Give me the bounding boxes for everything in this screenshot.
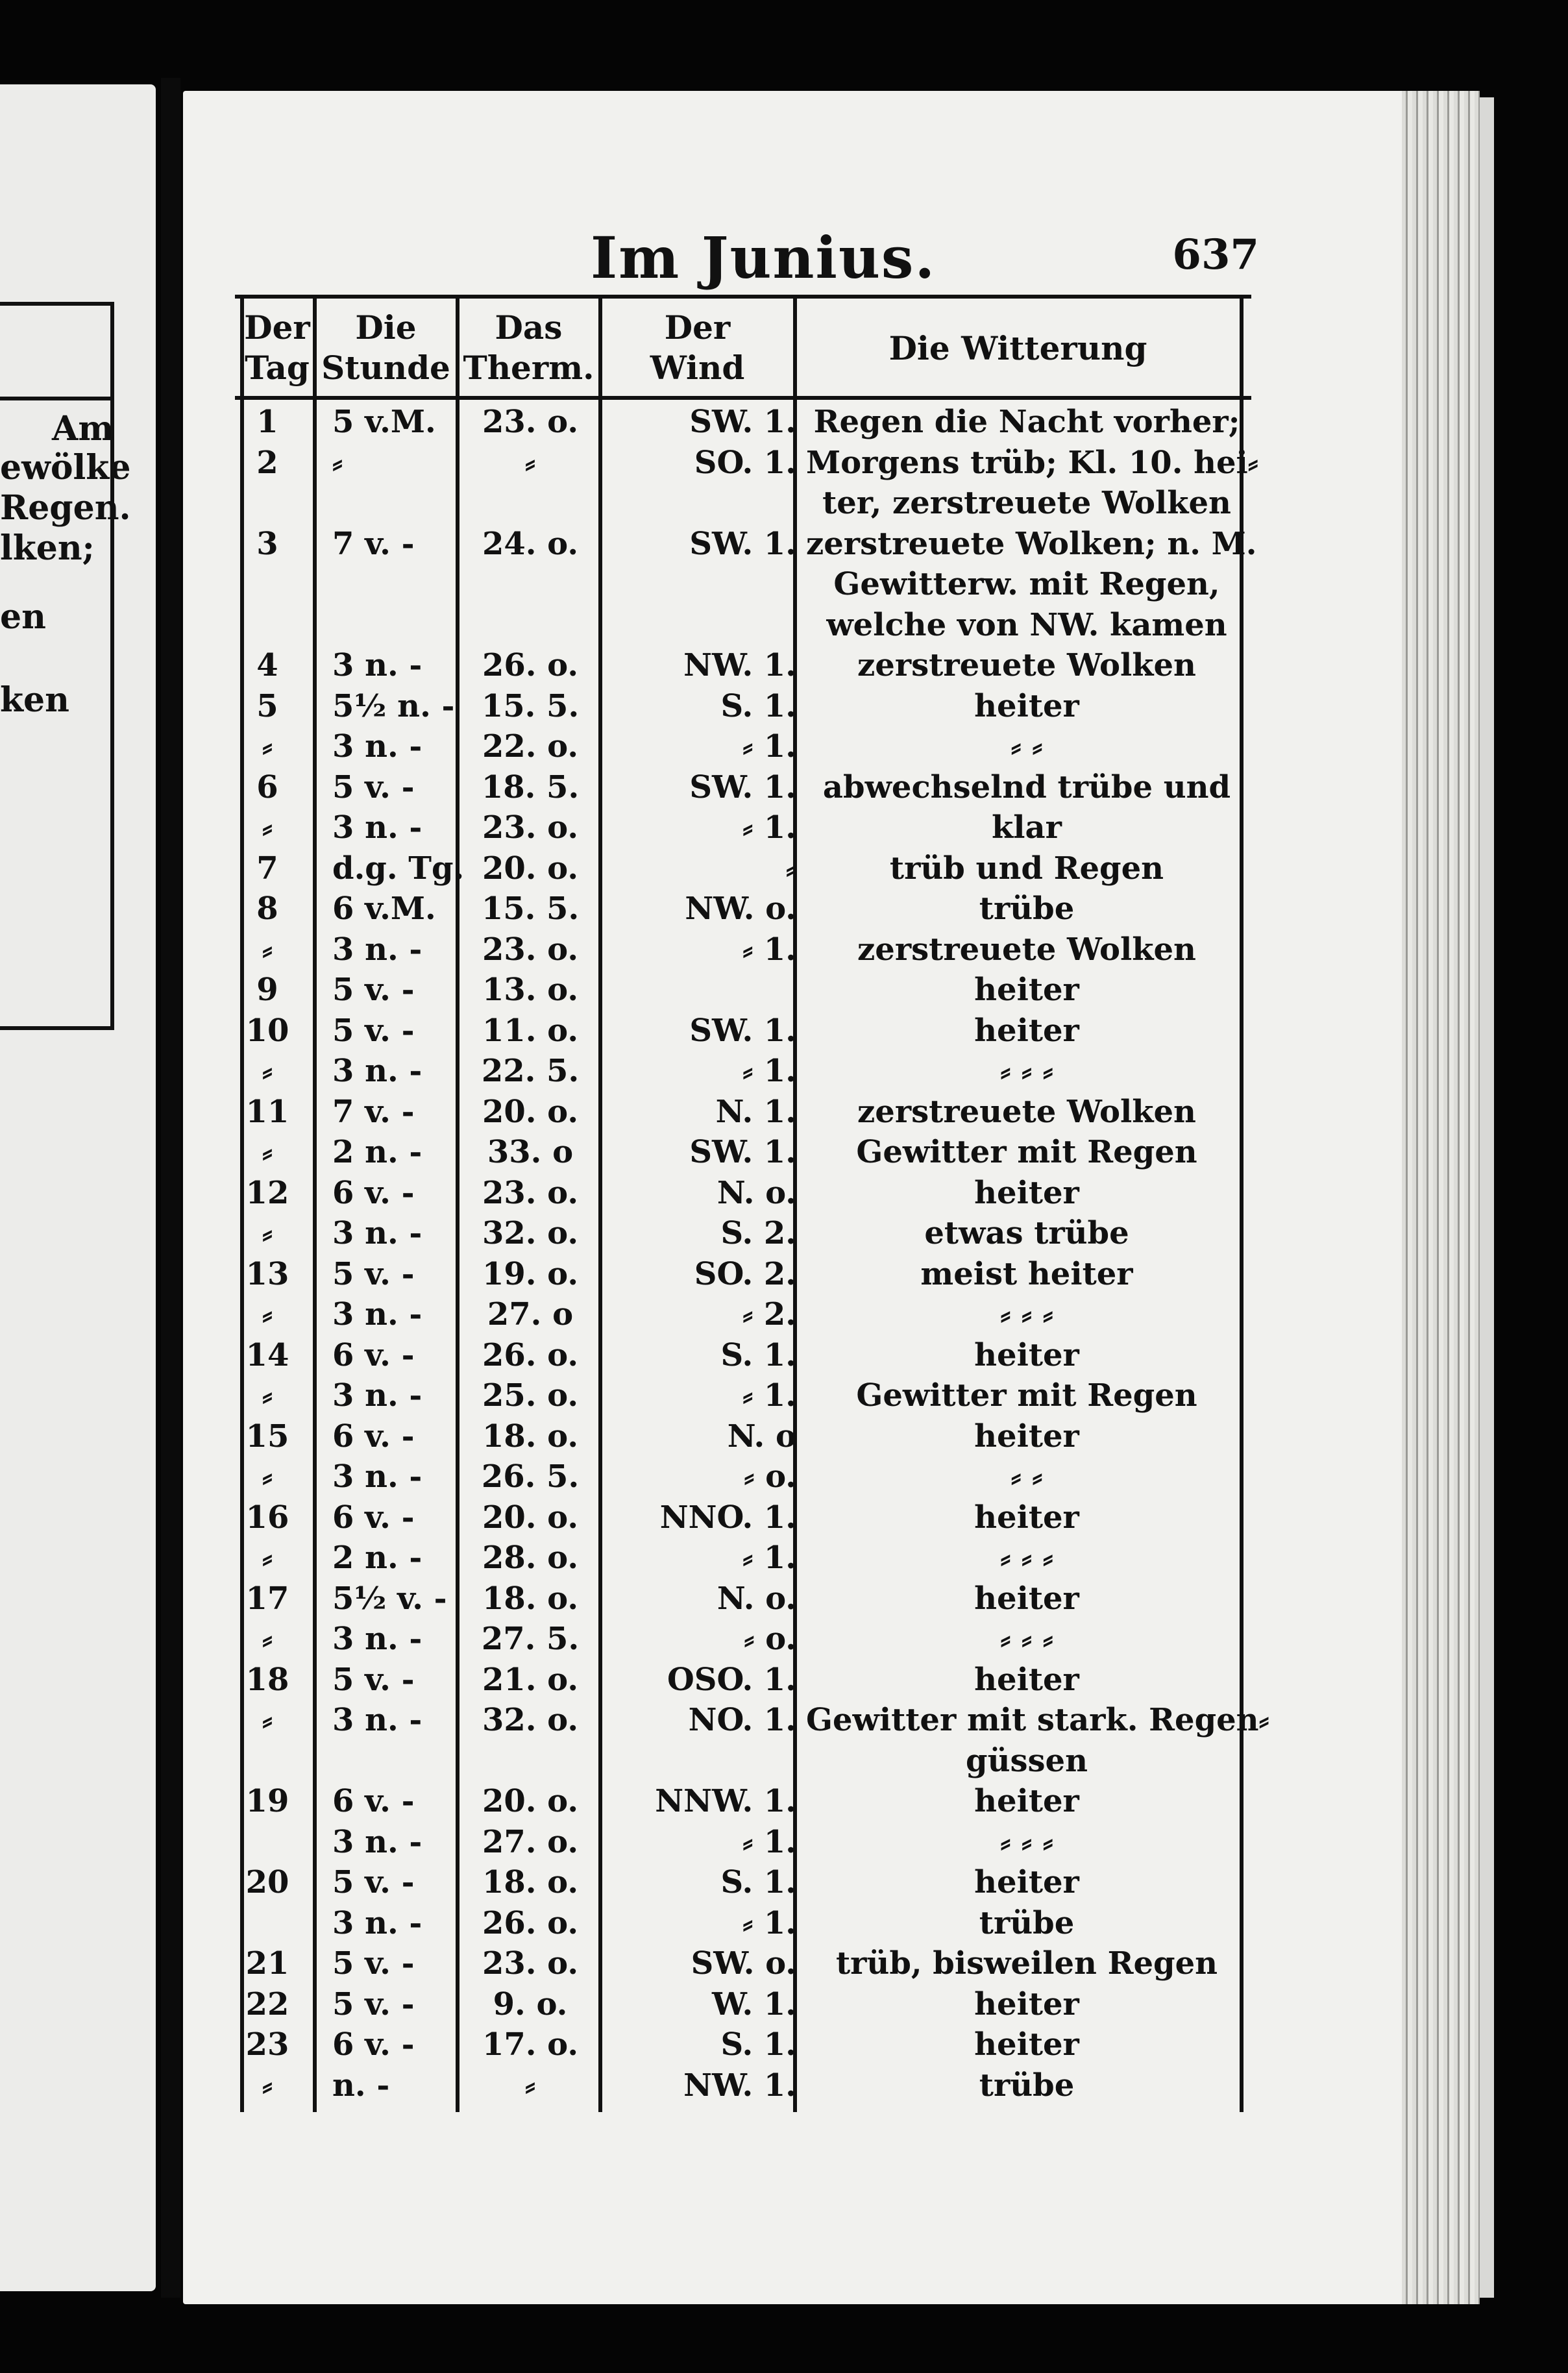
cell-tag: 15 xyxy=(245,1418,289,1455)
cell-therm: 21. o. xyxy=(482,1661,579,1698)
table-row xyxy=(235,1416,1251,1457)
table-row xyxy=(235,524,1257,564)
cell-stunde: 3 n. - xyxy=(332,1621,423,1657)
cell-wind: ⸗ 1. xyxy=(742,809,796,846)
header-tag: Der Tag xyxy=(244,308,310,387)
cell-wind: NNO. 1. xyxy=(659,1499,796,1536)
cell-witterung: heiter xyxy=(974,1418,1079,1455)
cell-therm: 26. o. xyxy=(482,1336,579,1373)
table-row xyxy=(235,1254,1251,1294)
cell-wind: N. o xyxy=(727,1418,796,1455)
table-row xyxy=(235,686,1251,726)
cell-wind: SW. 1. xyxy=(689,1012,796,1049)
cell-witterung: ⸗ ⸗ ⸗ xyxy=(1000,1053,1053,1089)
table-row xyxy=(235,1822,1251,1862)
cell-therm: 27. o. xyxy=(482,1823,579,1860)
table-row xyxy=(235,605,1251,645)
page-edge-outer xyxy=(1480,97,1494,2298)
table-row xyxy=(235,1335,1251,1375)
cell-witterung: trübe xyxy=(979,1904,1075,1941)
cell-witterung: ⸗ ⸗ ⸗ xyxy=(1000,1621,1053,1657)
table-row xyxy=(235,970,1251,1010)
left-fragment: en xyxy=(0,597,46,637)
cell-witterung: Gewitterw. mit Regen, xyxy=(833,566,1220,602)
left-fragment: ken xyxy=(0,680,69,720)
cell-wind: SO. 1. xyxy=(694,444,796,481)
cell-witterung: heiter xyxy=(974,1580,1079,1617)
cell-witterung: Morgens trüb; Kl. 10. hei⸗ xyxy=(806,444,1258,481)
cell-therm: ⸗ xyxy=(525,2067,535,2104)
cell-stunde: 5 v. - xyxy=(332,1661,415,1698)
cell-tag: 20 xyxy=(245,1864,289,1900)
table-row xyxy=(235,483,1251,523)
cell-stunde: 3 n. - xyxy=(332,1904,423,1941)
cell-witterung: heiter xyxy=(974,972,1079,1008)
cell-witterung: güssen xyxy=(966,1742,1088,1779)
page-edges xyxy=(1402,91,1480,2304)
cell-tag: 22 xyxy=(245,1986,289,2023)
header-stunde: Die Stunde xyxy=(321,308,450,387)
table-row xyxy=(235,1862,1251,1902)
cell-therm: 18. o. xyxy=(482,1418,579,1455)
cell-stunde: 2 n. - xyxy=(332,1540,423,1576)
cell-witterung: Gewitter mit stark. Regen⸗ xyxy=(806,1702,1269,1738)
cell-stunde: n. - xyxy=(332,2067,390,2104)
cell-witterung: heiter xyxy=(974,1012,1079,1049)
cell-therm: 24. o. xyxy=(482,525,579,562)
cell-wind: SO. 2. xyxy=(694,1255,796,1292)
cell-therm: 28. o. xyxy=(482,1540,579,1576)
left-fragment: Am xyxy=(52,409,114,449)
cell-tag: ⸗ xyxy=(262,1540,273,1576)
cell-witterung: heiter xyxy=(974,1661,1079,1698)
cell-stunde: 2 n. - xyxy=(332,1134,423,1170)
weather-table xyxy=(235,295,1269,2112)
cell-stunde: ⸗ xyxy=(332,444,343,481)
cell-tag: 19 xyxy=(245,1783,289,1819)
table-row xyxy=(235,1579,1251,1619)
cell-tag: 8 xyxy=(256,891,278,927)
cell-witterung: heiter xyxy=(974,1174,1079,1211)
cell-therm: 23. o. xyxy=(482,404,579,440)
cell-therm: 32. o. xyxy=(482,1215,579,1251)
cell-stunde: 3 n. - xyxy=(332,1377,423,1414)
cell-wind: S. 1. xyxy=(720,687,796,724)
cell-therm: 9. o. xyxy=(493,1986,568,2023)
table-row xyxy=(235,767,1251,807)
cell-wind: ⸗ xyxy=(786,850,796,887)
cell-therm: 18. o. xyxy=(482,1864,579,1900)
cell-witterung: heiter xyxy=(974,2026,1079,2063)
cell-stunde: 3 n. - xyxy=(332,931,423,968)
table-row xyxy=(235,564,1251,604)
cell-wind: N. 1. xyxy=(715,1093,796,1130)
cell-tag: 6 xyxy=(256,768,278,805)
cell-witterung: ⸗ ⸗ ⸗ xyxy=(1000,1296,1053,1333)
cell-witterung: zerstreuete Wolken; n. M. xyxy=(806,525,1257,562)
table-row xyxy=(235,1294,1251,1334)
cell-stunde: 5 v. - xyxy=(332,972,415,1008)
cell-wind: SW. 1. xyxy=(689,404,796,440)
cell-tag: ⸗ xyxy=(262,1215,273,1251)
cell-therm: 27. 5. xyxy=(481,1621,580,1657)
cell-therm: 15. 5. xyxy=(481,687,580,724)
cell-wind: S. 2. xyxy=(720,1215,796,1251)
cell-tag: ⸗ xyxy=(262,931,273,968)
table-row xyxy=(235,1903,1251,1943)
cell-stunde: 7 v. - xyxy=(332,525,415,562)
cell-stunde: 6 v. - xyxy=(332,1499,415,1536)
table-row xyxy=(235,1943,1251,1984)
cell-tag: 21 xyxy=(245,1945,289,1982)
cell-witterung: Gewitter mit Regen xyxy=(856,1377,1197,1414)
table-row xyxy=(235,1741,1251,1781)
cell-tag: 12 xyxy=(245,1174,289,1211)
cell-tag: ⸗ xyxy=(262,1377,273,1414)
table-row xyxy=(235,1984,1251,2024)
cell-wind: ⸗ 1. xyxy=(742,728,796,765)
cell-tag: ⸗ xyxy=(262,809,273,846)
cell-wind: ⸗ 2. xyxy=(742,1296,796,1333)
table-row xyxy=(235,1457,1251,1497)
table-row xyxy=(235,726,1251,767)
table-row xyxy=(235,1497,1251,1538)
table-row xyxy=(235,443,1258,483)
cell-stunde: 5½ v. - xyxy=(332,1580,447,1617)
cell-tag: ⸗ xyxy=(262,1134,273,1170)
cell-tag: 7 xyxy=(256,850,278,887)
cell-stunde: 6 v. - xyxy=(332,1418,415,1455)
cell-therm: 20. o. xyxy=(482,1499,579,1536)
cell-wind: SW. 1. xyxy=(689,525,796,562)
cell-therm: 15. 5. xyxy=(481,891,580,927)
table-row xyxy=(235,2024,1251,2065)
cell-therm: 20. o. xyxy=(482,1783,579,1819)
table-row xyxy=(235,1173,1251,1213)
cell-witterung: abwechselnd trübe und xyxy=(822,768,1231,805)
cell-witterung: meist heiter xyxy=(920,1255,1133,1292)
cell-wind: N. o. xyxy=(717,1174,796,1211)
cell-witterung: heiter xyxy=(974,1986,1079,2023)
cell-stunde: 3 n. - xyxy=(332,1823,423,1860)
cell-witterung: zerstreuete Wolken xyxy=(857,931,1196,968)
table-header-rule xyxy=(235,396,1251,400)
cell-tag: 13 xyxy=(245,1255,289,1292)
cell-therm: 32. o. xyxy=(482,1702,579,1738)
cell-stunde: 3 n. - xyxy=(332,1458,423,1495)
cell-therm: 23. o. xyxy=(482,931,579,968)
cell-tag: 16 xyxy=(245,1499,289,1536)
cell-therm: 26. o. xyxy=(482,1904,579,1941)
cell-stunde: 5 v. - xyxy=(332,1012,415,1049)
cell-stunde: d.g. Tg. xyxy=(332,850,465,887)
cell-witterung: trübe xyxy=(979,2067,1075,2104)
cell-tag: ⸗ xyxy=(262,1621,273,1657)
cell-wind: ⸗ o. xyxy=(744,1621,796,1657)
cell-witterung: welche von NW. kamen xyxy=(826,606,1227,643)
table-row xyxy=(235,1700,1269,1740)
cell-stunde: 6 v. - xyxy=(332,1336,415,1373)
cell-stunde: 5 v. - xyxy=(332,1986,415,2023)
table-row xyxy=(235,402,1251,442)
book-gutter xyxy=(161,78,180,2298)
cell-therm: 20. o. xyxy=(482,1093,579,1130)
table-row xyxy=(235,1781,1251,1821)
cell-stunde: 3 n. - xyxy=(332,1215,423,1251)
cell-witterung: heiter xyxy=(974,1336,1079,1373)
cell-witterung: Regen die Nacht vorher; xyxy=(813,404,1240,440)
table-row xyxy=(235,1132,1251,1172)
cell-witterung: heiter xyxy=(974,1864,1079,1900)
cell-wind: ⸗ 1. xyxy=(742,1823,796,1860)
cell-tag: 14 xyxy=(245,1336,289,1373)
cell-wind: N. o. xyxy=(717,1580,796,1617)
cell-stunde: 7 v. - xyxy=(332,1093,415,1130)
cell-wind: SW. 1. xyxy=(689,768,796,805)
cell-wind: OSO. 1. xyxy=(667,1661,796,1698)
cell-therm: 22. 5. xyxy=(481,1053,580,1089)
cell-tag: ⸗ xyxy=(262,1458,273,1495)
cell-tag: 9 xyxy=(256,972,278,1008)
cell-tag: 10 xyxy=(245,1012,289,1049)
cell-tag: 1 xyxy=(256,404,278,440)
cell-stunde: 5 v.M. xyxy=(332,404,436,440)
cell-wind: NW. o. xyxy=(685,891,796,927)
table-row xyxy=(235,1375,1251,1416)
cell-therm: 26. 5. xyxy=(481,1458,580,1495)
cell-witterung: ⸗ ⸗ xyxy=(1011,1458,1043,1495)
cell-witterung: heiter xyxy=(974,1499,1079,1536)
cell-stunde: 6 v. - xyxy=(332,2026,415,2063)
cell-witterung: ⸗ ⸗ xyxy=(1011,728,1043,765)
cell-wind: W. 1. xyxy=(712,1986,796,2023)
cell-tag: 11 xyxy=(245,1093,289,1130)
cell-stunde: 3 n. - xyxy=(332,1702,423,1738)
left-fragment: Regen. xyxy=(0,488,131,528)
cell-therm: 33. o xyxy=(487,1134,574,1170)
table-row xyxy=(235,1619,1251,1659)
cell-tag: ⸗ xyxy=(262,1702,273,1738)
cell-witterung: etwas trübe xyxy=(924,1215,1129,1251)
cell-wind: NW. 1. xyxy=(683,2067,796,2104)
cell-therm: 18. 5. xyxy=(481,768,580,805)
cell-wind: ⸗ 1. xyxy=(742,1904,796,1941)
cell-stunde: 5 v. - xyxy=(332,1864,415,1900)
cell-witterung: ⸗ ⸗ ⸗ xyxy=(1000,1823,1053,1860)
cell-witterung: ter, zerstreuete Wolken xyxy=(822,485,1231,521)
running-head xyxy=(402,224,1259,295)
cell-tag: 5 xyxy=(256,687,278,724)
table-row xyxy=(235,1092,1251,1132)
cell-tag: ⸗ xyxy=(262,1296,273,1333)
left-facing-page xyxy=(0,84,156,2291)
cell-wind: ⸗ 1. xyxy=(742,1540,796,1576)
cell-wind: SW. 1. xyxy=(689,1134,796,1170)
cell-therm: 23. o. xyxy=(482,1945,579,1982)
cell-stunde: 3 n. - xyxy=(332,1296,423,1333)
cell-therm: 23. o. xyxy=(482,809,579,846)
table-row xyxy=(235,645,1251,685)
cell-tag: 4 xyxy=(256,647,278,683)
header-therm: Das Therm. xyxy=(463,308,594,387)
cell-wind: ⸗ o. xyxy=(744,1458,796,1495)
cell-tag: 3 xyxy=(256,525,278,562)
cell-therm: 20. o. xyxy=(482,850,579,887)
cell-stunde: 3 n. - xyxy=(332,809,423,846)
cell-therm: 18. o. xyxy=(482,1580,579,1617)
table-row xyxy=(235,1660,1251,1700)
cell-wind: S. 1. xyxy=(720,1336,796,1373)
cell-witterung: heiter xyxy=(974,1783,1079,1819)
cell-wind: S. 1. xyxy=(720,1864,796,1900)
left-fragment: lken; xyxy=(0,528,95,568)
cell-witterung: ⸗ ⸗ ⸗ xyxy=(1000,1540,1053,1576)
cell-witterung: trüb, bisweilen Regen xyxy=(835,1945,1218,1982)
cell-therm: 13. o. xyxy=(482,972,579,1008)
cell-therm: 26. o. xyxy=(482,647,579,683)
cell-tag: ⸗ xyxy=(262,728,273,765)
cell-wind: NW. 1. xyxy=(683,647,796,683)
table-top-rule xyxy=(235,295,1251,299)
table-row xyxy=(235,1051,1251,1091)
header-wind: Der Wind xyxy=(650,308,745,387)
cell-witterung: Gewitter mit Regen xyxy=(856,1134,1197,1170)
cell-wind: NNW. 1. xyxy=(655,1783,796,1819)
cell-witterung: zerstreuete Wolken xyxy=(857,647,1196,683)
cell-witterung: trübe xyxy=(979,891,1075,927)
page-number: 637 xyxy=(1172,230,1259,279)
table-row xyxy=(235,807,1251,848)
page-title: Im Junius. xyxy=(591,224,937,291)
cell-wind: ⸗ 1. xyxy=(742,1377,796,1414)
cell-wind: SW. o. xyxy=(691,1945,796,1982)
table-row xyxy=(235,889,1251,929)
cell-wind: S. 1. xyxy=(720,2026,796,2063)
cell-therm: 25. o. xyxy=(482,1377,579,1414)
cell-therm: 11. o. xyxy=(482,1012,579,1049)
cell-witterung: klar xyxy=(992,809,1062,846)
cell-stunde: 6 v. - xyxy=(332,1174,415,1211)
cell-stunde: 3 n. - xyxy=(332,1053,423,1089)
cell-stunde: 5 v. - xyxy=(332,1945,415,1982)
cell-therm: 22. o. xyxy=(482,728,579,765)
table-row xyxy=(235,848,1251,889)
cell-wind: NO. 1. xyxy=(688,1702,796,1738)
cell-stunde: 5 v. - xyxy=(332,768,415,805)
cell-therm: 23. o. xyxy=(482,1174,579,1211)
cell-stunde: 3 n. - xyxy=(332,728,423,765)
cell-tag: ⸗ xyxy=(262,2067,273,2104)
cell-therm: 27. o xyxy=(487,1296,574,1333)
cell-therm: 17. o. xyxy=(482,2026,579,2063)
cell-wind: ⸗ 1. xyxy=(742,931,796,968)
table-row xyxy=(235,1011,1251,1051)
cell-tag: 18 xyxy=(245,1661,289,1698)
cell-stunde: 3 n. - xyxy=(332,647,423,683)
cell-stunde: 5½ n. - xyxy=(332,687,455,724)
cell-tag: 23 xyxy=(245,2026,289,2063)
header-witterung: Die Witterung xyxy=(888,329,1147,367)
cell-witterung: heiter xyxy=(974,687,1079,724)
cell-therm: 19. o. xyxy=(482,1255,579,1292)
table-row xyxy=(235,2065,1251,2106)
cell-stunde: 6 v. - xyxy=(332,1783,415,1819)
cell-tag: 17 xyxy=(245,1580,289,1617)
table-row xyxy=(235,1213,1251,1253)
cell-tag: ⸗ xyxy=(262,1053,273,1089)
cell-stunde: 5 v. - xyxy=(332,1255,415,1292)
table-row xyxy=(235,929,1251,970)
cell-witterung: trüb und Regen xyxy=(889,850,1164,887)
cell-witterung: zerstreuete Wolken xyxy=(857,1093,1196,1130)
cell-tag: 2 xyxy=(256,444,278,481)
cell-wind: ⸗ 1. xyxy=(742,1053,796,1089)
left-fragment: ewölke xyxy=(0,448,131,487)
table-row xyxy=(235,1538,1251,1578)
cell-stunde: 6 v.M. xyxy=(332,891,436,927)
cell-therm: ⸗ xyxy=(525,444,535,481)
